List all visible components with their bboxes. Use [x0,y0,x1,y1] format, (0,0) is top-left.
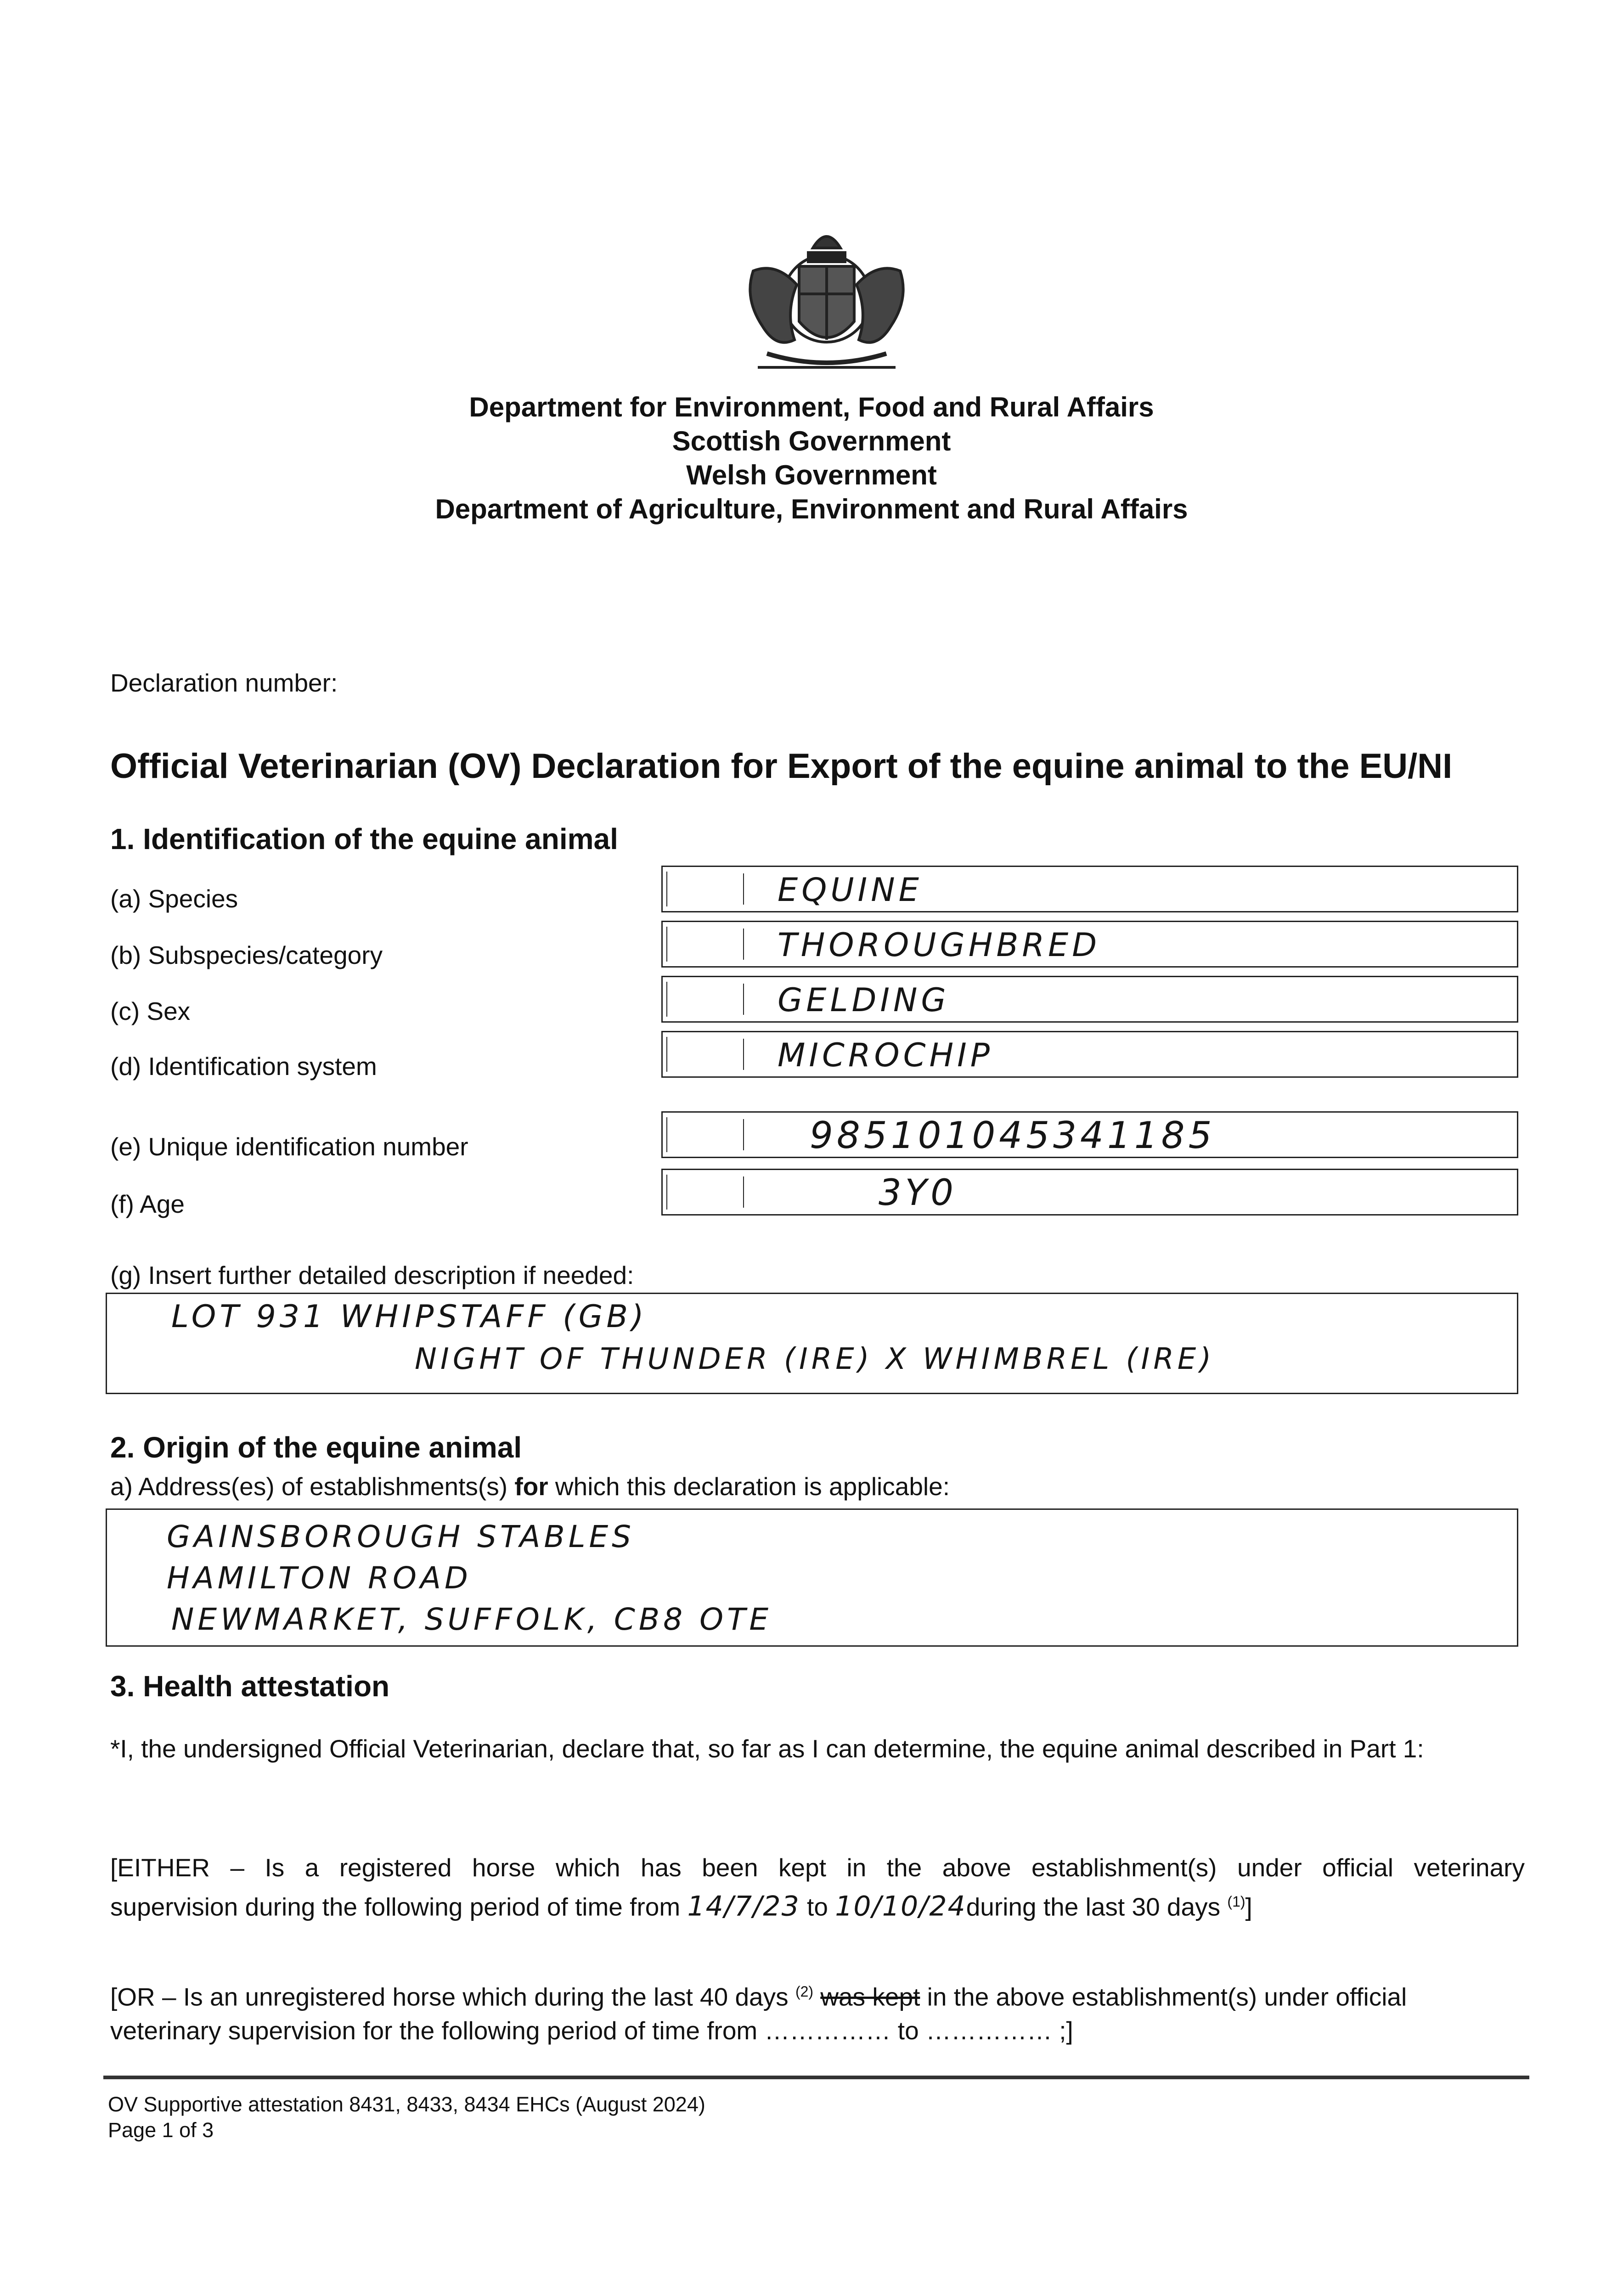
footer [108,2092,705,2143]
identification-system-field[interactable] [661,1031,1518,1078]
section-1-heading: 1. Identification of the equine animal [110,822,618,855]
section-3-heading: 3. Health attestation [110,1670,390,1703]
struck-text: was kept [820,1982,920,2011]
department-defra: Department for Environment, Food and Rural Affairs [469,392,1154,422]
royal-coat-of-arms-icon [716,216,937,381]
field-label-subspecies: (b) Subspecies/category [110,941,383,969]
address-line-1: GAINSBOROUGH STABLES [167,1519,635,1554]
further-description-line-1: LOT 931 WHIPSTAFF (GB) [171,1299,648,1335]
further-description-label: (g) Insert further detailed description if needed: [110,1261,634,1289]
or-clause: [OR – Is an unregistered horse which during the last 40 days $^{(2)}$ was kept in the above establishment(s) under official veterinary supervision for the following period of time from …………… to …………… ;] [110,1982,1407,2045]
unique-id-field[interactable] [661,1111,1518,1158]
department-list [0,390,1623,526]
section-2-heading: 2. Origin of the equine animal [110,1431,522,1464]
address-line-3: NEWMARKET, SUFFOLK, CB8 OTE [171,1602,772,1637]
age-value: 3Y0 [879,1172,957,1214]
footer-divider [103,2076,1529,2079]
sex-value: GELDING [778,981,950,1019]
further-description-field[interactable] [106,1293,1518,1394]
species-value: EQUINE [778,871,923,909]
either-clause: [EITHER – Is a registered horse which has been kept in the above establishment(s) under official veterinary supervision during the following period of time from 14/7/23 to 10/10/24during the last 30 days $^{(1)}$] [110,1853,1525,1923]
field-label-identification-system: (d) Identification system [110,1052,377,1080]
age-field[interactable] [661,1169,1518,1216]
department-daera: Department of Agriculture, Environment and Rural Affairs [435,494,1188,524]
department-scottish-government: Scottish Government [672,426,951,456]
either-from-date: 14/7/23 [687,1890,800,1923]
address-line-2: HAMILTON ROAD [167,1560,472,1596]
identification-system-value: MICROCHIP [778,1036,994,1074]
department-welsh-government: Welsh Government [686,460,937,490]
footer-page-number: Page 1 of 3 [108,2118,214,2142]
field-label-unique-id: (e) Unique identification number [110,1132,468,1161]
either-to-date: 10/10/24 [835,1890,966,1923]
health-attestation-intro: *I, the undersigned Official Veterinarian, declare that, so far as I can determine, the equine animal described in Part 1: [110,1734,1424,1763]
page-title: Official Veterinarian (OV) Declaration for Export of the equine animal to the EU/NI [110,747,1453,786]
declaration-number-label: Declaration number: [110,669,338,697]
field-label-sex: (c) Sex [110,997,191,1025]
subspecies-field[interactable] [661,921,1518,968]
sex-field[interactable] [661,976,1518,1023]
field-label-species: (a) Species [110,884,238,913]
field-label-age: (f) Age [110,1190,185,1218]
unique-id-value: 985101045341185 [810,1114,1216,1157]
address-field[interactable] [106,1508,1518,1647]
address-label: a) Address(es) of establishments(s) for which this declaration is applicable: [110,1472,950,1501]
species-field[interactable] [661,866,1518,912]
further-description-line-2: NIGHT OF THUNDER (IRE) X WHIMBREL (IRE) [415,1342,1215,1376]
subspecies-value: THOROUGHBRED [778,926,1101,964]
footer-form-reference: OV Supportive attestation 8431, 8433, 8434 EHCs (August 2024) [108,2093,705,2116]
